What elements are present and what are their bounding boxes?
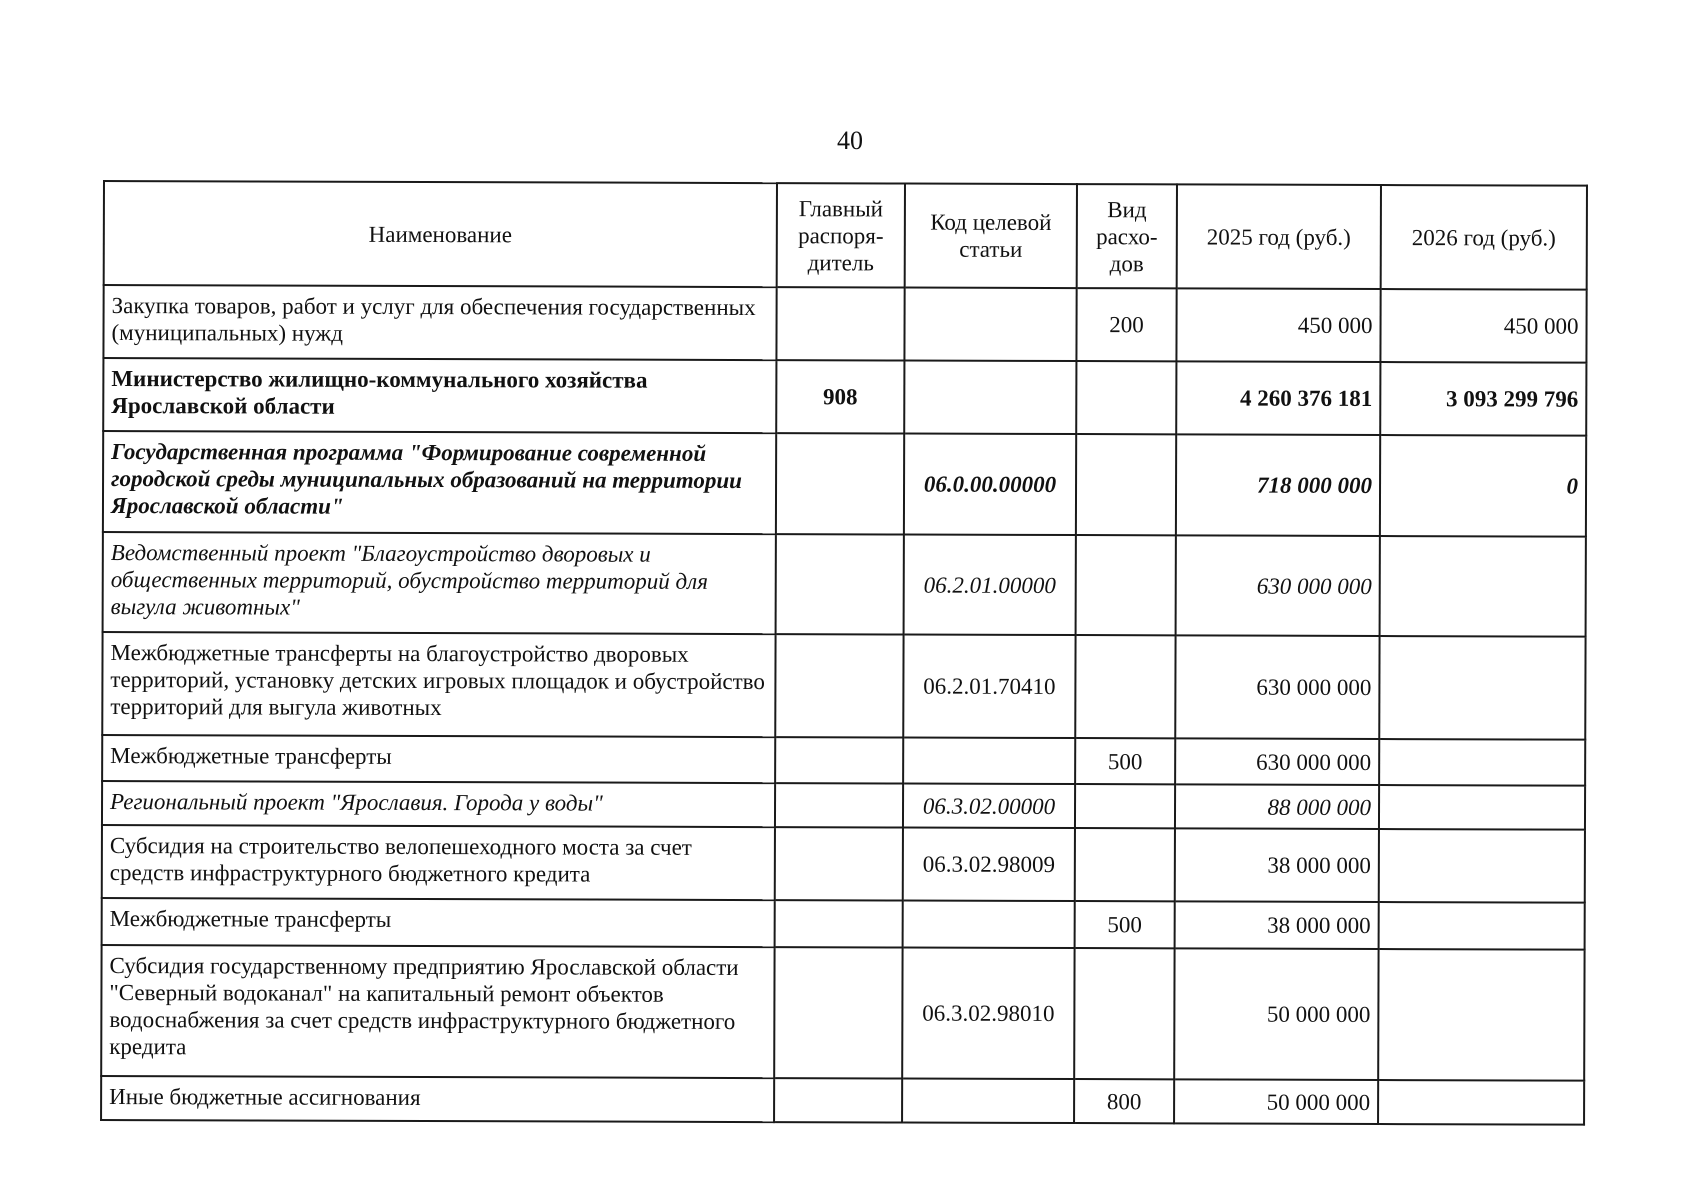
row-admin [776, 287, 904, 360]
table-row [102, 781, 1585, 830]
row-2026 [1379, 829, 1585, 903]
row-code: 06.3.02.98009 [903, 828, 1075, 902]
row-code: 06.0.00.00000 [904, 434, 1076, 536]
row-name: Субсидия государственному предприятию Ярославской области "Северный водоканал" на капитальный ремонт объектов водоснабжения за счет средств инфраструктурного бюджетного кредита [101, 945, 774, 1078]
header-row [104, 181, 1587, 290]
row-code [903, 901, 1075, 949]
page-number: 40 [837, 126, 863, 155]
table-row [103, 431, 1586, 537]
row-2025: 718 000 000 [1176, 434, 1380, 536]
table-row [102, 825, 1585, 903]
budget-table [100, 180, 1588, 1126]
row-name: Государственная программа "Формирование современной городской среды муниципальных образований на территории Ярославской области" [103, 431, 776, 534]
header-name: Наименование [104, 181, 777, 287]
row-type [1075, 784, 1175, 828]
row-admin [776, 433, 904, 534]
row-admin [776, 534, 904, 634]
row-2025: 4 260 376 181 [1176, 361, 1380, 435]
row-type: 500 [1075, 738, 1175, 784]
row-name: Межбюджетные трансферты [102, 735, 775, 783]
row-name: Межбюджетные трансферты на благоустройство дворовых территорий, установку детских игровых площадок и обустройство территорий для выгула животных [102, 632, 775, 737]
row-2025: 450 000 [1176, 288, 1380, 362]
row-type: 200 [1076, 288, 1176, 361]
row-code: 06.2.01.00000 [904, 535, 1076, 636]
row-2026 [1379, 785, 1585, 830]
row-2025: 50 000 000 [1174, 948, 1378, 1080]
row-2025: 630 000 000 [1175, 635, 1379, 739]
row-2026: 0 [1380, 435, 1586, 537]
row-name: Субсидия на строительство велопешеходного моста за счет средств инфраструктурного бюджетного кредита [102, 825, 775, 900]
row-2025: 38 000 000 [1175, 828, 1379, 902]
row-code [904, 288, 1076, 362]
header-type: Вид расхо-дов [1077, 184, 1177, 288]
row-name: Закупка товаров, работ и услуг для обеспечения государственных (муниципальных) нужд [103, 285, 776, 360]
row-name: Межбюджетные трансферты [102, 898, 775, 947]
row-admin: 908 [776, 360, 904, 433]
row-name: Иные бюджетные ассигнования [101, 1076, 774, 1122]
row-type [1074, 948, 1174, 1079]
row-type: 800 [1074, 1079, 1174, 1123]
row-admin [775, 737, 903, 783]
row-type [1075, 635, 1175, 738]
row-type [1075, 828, 1175, 901]
row-code [904, 361, 1076, 435]
row-2026 [1378, 949, 1584, 1081]
row-2025: 630 000 000 [1176, 535, 1380, 636]
header-code: Код целевой статьи [905, 184, 1077, 289]
row-type [1076, 361, 1176, 434]
table-row [101, 1076, 1584, 1125]
row-2025: 38 000 000 [1175, 901, 1379, 949]
table-row [103, 285, 1586, 363]
row-name: Министерство жилищно-коммунального хозяйства Ярославской области [103, 358, 776, 433]
row-admin [774, 947, 902, 1078]
row-2025: 88 000 000 [1175, 784, 1379, 829]
row-code [903, 738, 1075, 785]
row-2026: 3 093 299 796 [1380, 362, 1586, 436]
row-name: Региональный проект "Ярославия. Города у воды" [102, 781, 775, 827]
row-admin [775, 634, 903, 737]
row-2026: 450 000 [1380, 289, 1586, 363]
table-row [102, 898, 1585, 950]
row-code [902, 1079, 1074, 1124]
row-type: 500 [1075, 901, 1175, 948]
row-code: 06.3.02.00000 [903, 784, 1075, 829]
header-admin: Главный распоря-дитель [777, 183, 905, 287]
row-2025: 630 000 000 [1175, 738, 1379, 785]
row-type [1076, 434, 1176, 535]
header-2026: 2026 год (руб.) [1381, 185, 1587, 290]
row-name: Ведомственный проект "Благоустройство дворовых и общественных территорий, обустройство территорий для выгула животных" [103, 532, 776, 634]
table-row [103, 358, 1586, 436]
row-admin [775, 827, 903, 900]
row-admin [775, 783, 903, 827]
row-admin [775, 900, 903, 947]
table-row [103, 532, 1586, 637]
table-row [102, 735, 1585, 786]
row-2026 [1379, 902, 1585, 950]
row-2025: 50 000 000 [1174, 1079, 1378, 1124]
table-row [101, 945, 1584, 1081]
row-admin [774, 1078, 902, 1122]
table-row [102, 632, 1585, 740]
row-2026 [1379, 636, 1585, 740]
row-2026 [1378, 1080, 1584, 1125]
row-2026 [1380, 536, 1586, 637]
row-code: 06.3.02.98010 [902, 948, 1074, 1080]
header-2025: 2025 год (руб.) [1177, 184, 1381, 289]
row-code: 06.2.01.70410 [903, 635, 1075, 739]
row-2026 [1379, 739, 1585, 786]
row-type [1076, 535, 1176, 635]
